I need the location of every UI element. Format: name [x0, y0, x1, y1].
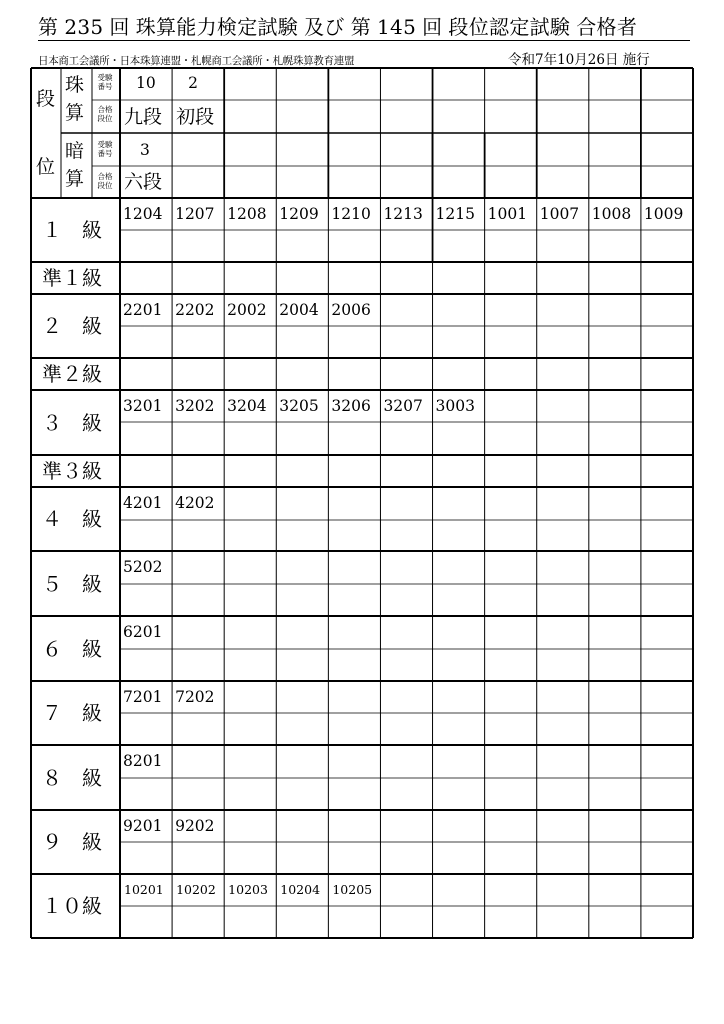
soroban-exam-number: 2: [188, 74, 198, 92]
title-part: 回: [422, 15, 443, 39]
passer-number: 1007: [539, 205, 580, 223]
passer-number: 1209: [279, 205, 319, 223]
anzan-label: 算: [65, 168, 85, 190]
passer-number: 1215: [435, 205, 475, 223]
dan-sublabel: 番号: [97, 82, 113, 91]
passer-number: 9201: [123, 817, 163, 835]
exam-date: 令和7年10月26日 施行: [508, 52, 650, 68]
passer-number: 1213: [383, 205, 423, 223]
passer-number: 10203: [228, 882, 268, 897]
passer-number: 6201: [123, 623, 163, 641]
passer-number: 1207: [175, 205, 215, 223]
passer-number: 2202: [175, 301, 215, 319]
grade-label: 準３級: [42, 459, 102, 483]
grade-label: ５ 級: [42, 571, 102, 596]
anzan-exam-number: 3: [140, 141, 150, 159]
passer-number: 3207: [383, 397, 423, 415]
passer-number: 1008: [591, 205, 632, 223]
soroban-label: 算: [65, 102, 85, 124]
passer-number: 3206: [331, 397, 371, 415]
passer-number: 2201: [123, 301, 163, 319]
grade-label: ８ 級: [42, 765, 102, 790]
passer-number: 3201: [123, 397, 163, 415]
passer-number: 2004: [279, 301, 319, 319]
passer-number: 5202: [123, 558, 163, 576]
grade-label: ７ 級: [42, 701, 102, 725]
soroban-pass-rank: 九段: [124, 106, 163, 128]
grade-label: ４ 級: [42, 507, 102, 531]
passer-number: 1208: [227, 205, 267, 223]
passer-number: 1001: [487, 205, 528, 223]
soroban-pass-rank: 初段: [176, 106, 215, 128]
title-part: 235: [64, 15, 104, 39]
passer-number: 3202: [175, 397, 215, 415]
passer-number: 1204: [123, 205, 163, 223]
title-part: 合格者: [576, 15, 638, 39]
dan-sublabel: 段位: [97, 181, 113, 190]
dan-sublabel: 受験: [97, 140, 113, 149]
grade-label: １０級: [42, 894, 102, 918]
title-part: 及び: [304, 15, 345, 39]
dan-sublabel: 番号: [97, 149, 113, 158]
title-part: 回: [109, 15, 130, 39]
grade-label: 準１級: [42, 266, 102, 290]
passer-number: 9202: [175, 817, 215, 835]
grade-label: ６ 級: [42, 636, 102, 661]
passer-number: 3003: [435, 397, 475, 415]
dan-sublabel: 受験: [97, 73, 113, 82]
dan-sublabel: 合格: [97, 172, 113, 181]
title-part: 段位認定試験: [448, 15, 571, 39]
passer-number: 4202: [175, 494, 215, 512]
soroban-label: 珠: [65, 74, 85, 96]
anzan-label: 暗: [65, 140, 85, 162]
title-part: 第: [38, 15, 59, 39]
passer-number: 10205: [332, 882, 373, 897]
soroban-exam-number: 10: [136, 74, 156, 92]
organizers: 日本商工会議所・日本珠算連盟・札幌商工会議所・札幌珠算教育連盟: [38, 55, 355, 67]
grade-label: ２ 級: [42, 314, 102, 338]
grade-label: 準２級: [42, 362, 102, 386]
passer-number: 1210: [331, 205, 371, 223]
passer-number: 1009: [643, 205, 684, 223]
title-part: 珠算能力検定試験: [135, 15, 299, 39]
grade-label: ３ 級: [42, 410, 102, 435]
dan-label: 段: [36, 88, 56, 110]
passer-number: 8201: [123, 752, 163, 770]
anzan-pass-rank: 六段: [124, 171, 163, 193]
dan-sublabel: 合格: [97, 105, 113, 114]
passer-number: 10202: [176, 882, 216, 897]
passer-number: 4201: [123, 494, 163, 512]
grade-label: ９ 級: [42, 830, 102, 854]
passer-number: 3205: [279, 397, 319, 415]
passer-number: 7202: [175, 688, 215, 706]
passer-number: 2002: [227, 301, 267, 319]
passer-number: 3204: [227, 397, 267, 415]
title-part: 第: [350, 15, 372, 39]
passer-number: 10204: [280, 882, 321, 897]
passer-number: 7201: [123, 688, 163, 706]
dan-sublabel: 段位: [97, 114, 113, 123]
grade-label: １ 級: [42, 218, 102, 242]
title-part: 145: [377, 15, 417, 39]
passer-number: 10201: [124, 882, 164, 897]
i-label: 位: [36, 156, 56, 178]
passer-number: 2006: [331, 301, 371, 319]
